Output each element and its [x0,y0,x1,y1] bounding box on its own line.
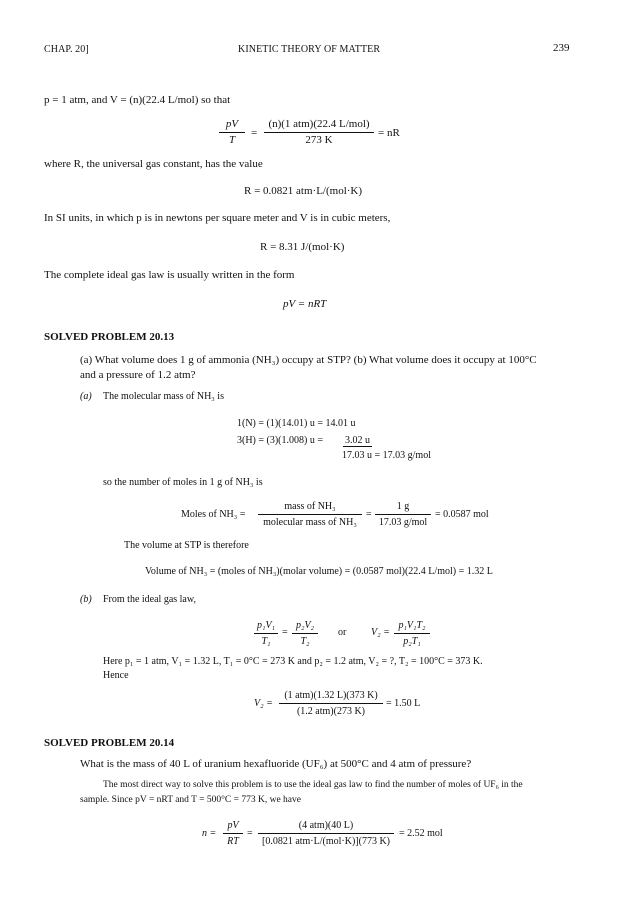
gas-fraction-2 [292,619,318,648]
moles-result: = 0.0587 mol [435,509,489,520]
part-b-label: (b) [80,594,92,605]
problem-14-answer-line-1: The most direct way to solve this problem is to use the ideal gas law to find the number of moles of UF₆ in the [103,780,523,790]
final-v2-fraction [279,689,383,718]
moles-fraction-1-num: mass of NH₃ [284,501,336,512]
moles-fraction-2-num: 1 g [396,501,410,512]
intro-line-1: p = 1 atm, and V = (n)(22.4 L/mol) so that [44,94,231,106]
intro-line-3: In SI units, in which p is in newtons per square meter and V is in cubic meters, [44,212,391,224]
problem-14-answer-line-2: sample. Since pV = nRT and T = 500°C = 773 K, we have [80,795,301,805]
volume-stp-eq: Volume of NH₃ = (moles of NH₃)(molar volume) = (0.0587 mol)(22.4 L/mol) = 1.32 L [145,566,493,577]
intro-line-2: where R, the universal gas constant, has the value [44,158,263,170]
eq1-result: = nR [378,127,400,139]
molecular-mass-row-h: 3(H) = (3)(1.008) u = [237,435,323,446]
running-title: KINETIC THEORY OF MATTER [238,44,381,55]
hence-label: Hence [103,670,129,681]
gas-constant-eq: R = 0.0821 atm·L/(mol·K) [244,185,363,197]
n-fraction-2-num: (4 atm)(40 L) [298,820,354,831]
volume-intro: The volume at STP is therefore [124,540,249,551]
problem-14-question: What is the mass of 40 L of uranium hexafluoride (UF₆) at 500°C and 4 atm of pressure? [80,758,472,770]
final-v2-den: (1.2 atm)(273 K) [296,706,366,717]
n-fraction-1 [223,819,243,848]
gas-fraction-1-den: T₁ [261,636,271,647]
problem-13-question-line-1: (a) What volume does 1 g of ammonia (NH₃) occupy at STP? (b) What volume does it occupy at 100°C [80,354,537,366]
n-fraction-2 [258,819,394,848]
gas-or: or [338,627,347,638]
part-a-text: The molecular mass of NH₃ is [103,391,224,402]
ideal-gas-law-eq: pV = nRT [283,298,327,310]
problem-14-heading: SOLVED PROBLEM 20.14 [44,737,175,749]
n-result: = 2.52 mol [399,828,443,839]
si-constant-eq: R = 8.31 J/(mol·K) [260,241,345,253]
moles-intro: so the number of moles in 1 g of NH₃ is [103,477,263,488]
moles-fraction-2-den: 17.03 g/mol [378,517,428,528]
gas-fraction-3 [394,619,430,648]
eq1-equals: = [251,127,258,139]
n-fraction-1-num: pV [227,820,239,831]
final-v2-num: (1 atm)(1.32 L)(373 K) [284,690,378,701]
n-equals: = [247,828,253,839]
moles-fraction-2 [375,500,431,529]
chapter-label: CHAP. 20] [44,44,89,55]
gas-equals: = [282,627,288,638]
moles-fraction-1-den: molecular mass of NH₃ [263,517,357,528]
eq1-rhs-fraction [264,118,374,147]
eq1-rhs-den: 273 K [305,134,333,146]
gas-fraction-2-den: T₂ [300,636,310,647]
given-values-line: Here p₁ = 1 atm, V₁ = 1.32 L, T₁ = 0°C = 273 K and p₂ = 1.2 atm, V₂ = ?, T₂ = 100°C = 373 K. [103,656,483,667]
eq1-rhs-num: (n)(1 atm)(22.4 L/mol) [268,118,370,130]
problem-13-heading: SOLVED PROBLEM 20.13 [44,331,175,343]
intro-line-4: The complete ideal gas law is usually written in the form [44,269,295,281]
final-v2-lhs: V₂ = [254,698,273,709]
part-a-label: (a) [80,391,92,402]
moles-lhs: Moles of NH₃ = [181,509,246,520]
gas-fraction-3-num: p₁V₁T₂ [398,620,426,631]
moles-fraction-1 [258,500,362,529]
molecular-mass-row-n: 1(N) = (1)(14.01) u = 14.01 u [237,418,356,429]
eq1-lhs-den: T [228,134,236,146]
gas-fraction-3-den: p₂T₁ [403,636,421,647]
moles-equals: = [366,509,372,520]
gas-fraction-2-num: p₂V₂ [295,620,315,631]
problem-13-question-line-2: and a pressure of 1.2 atm? [80,369,196,381]
eq1-lhs-num: pV [225,118,239,130]
molecular-mass-total: 17.03 u = 17.03 g/mol [342,450,431,461]
page-number: 239 [553,42,570,54]
molecular-mass-h-value: 3.02 u [345,435,370,446]
n-lhs: n = [202,828,217,839]
gas-v2-lhs: V₂ = [371,627,390,638]
gas-fraction-1-num: p₁V₁ [256,620,276,631]
final-v2-result: = 1.50 L [386,698,421,709]
n-fraction-1-den: RT [227,836,239,847]
eq1-lhs-fraction [219,118,245,147]
n-fraction-2-den: [0.0821 atm·L/(mol·K)](773 K) [261,836,391,847]
part-b-text: From the ideal gas law, [103,594,196,605]
gas-fraction-1 [254,619,278,648]
